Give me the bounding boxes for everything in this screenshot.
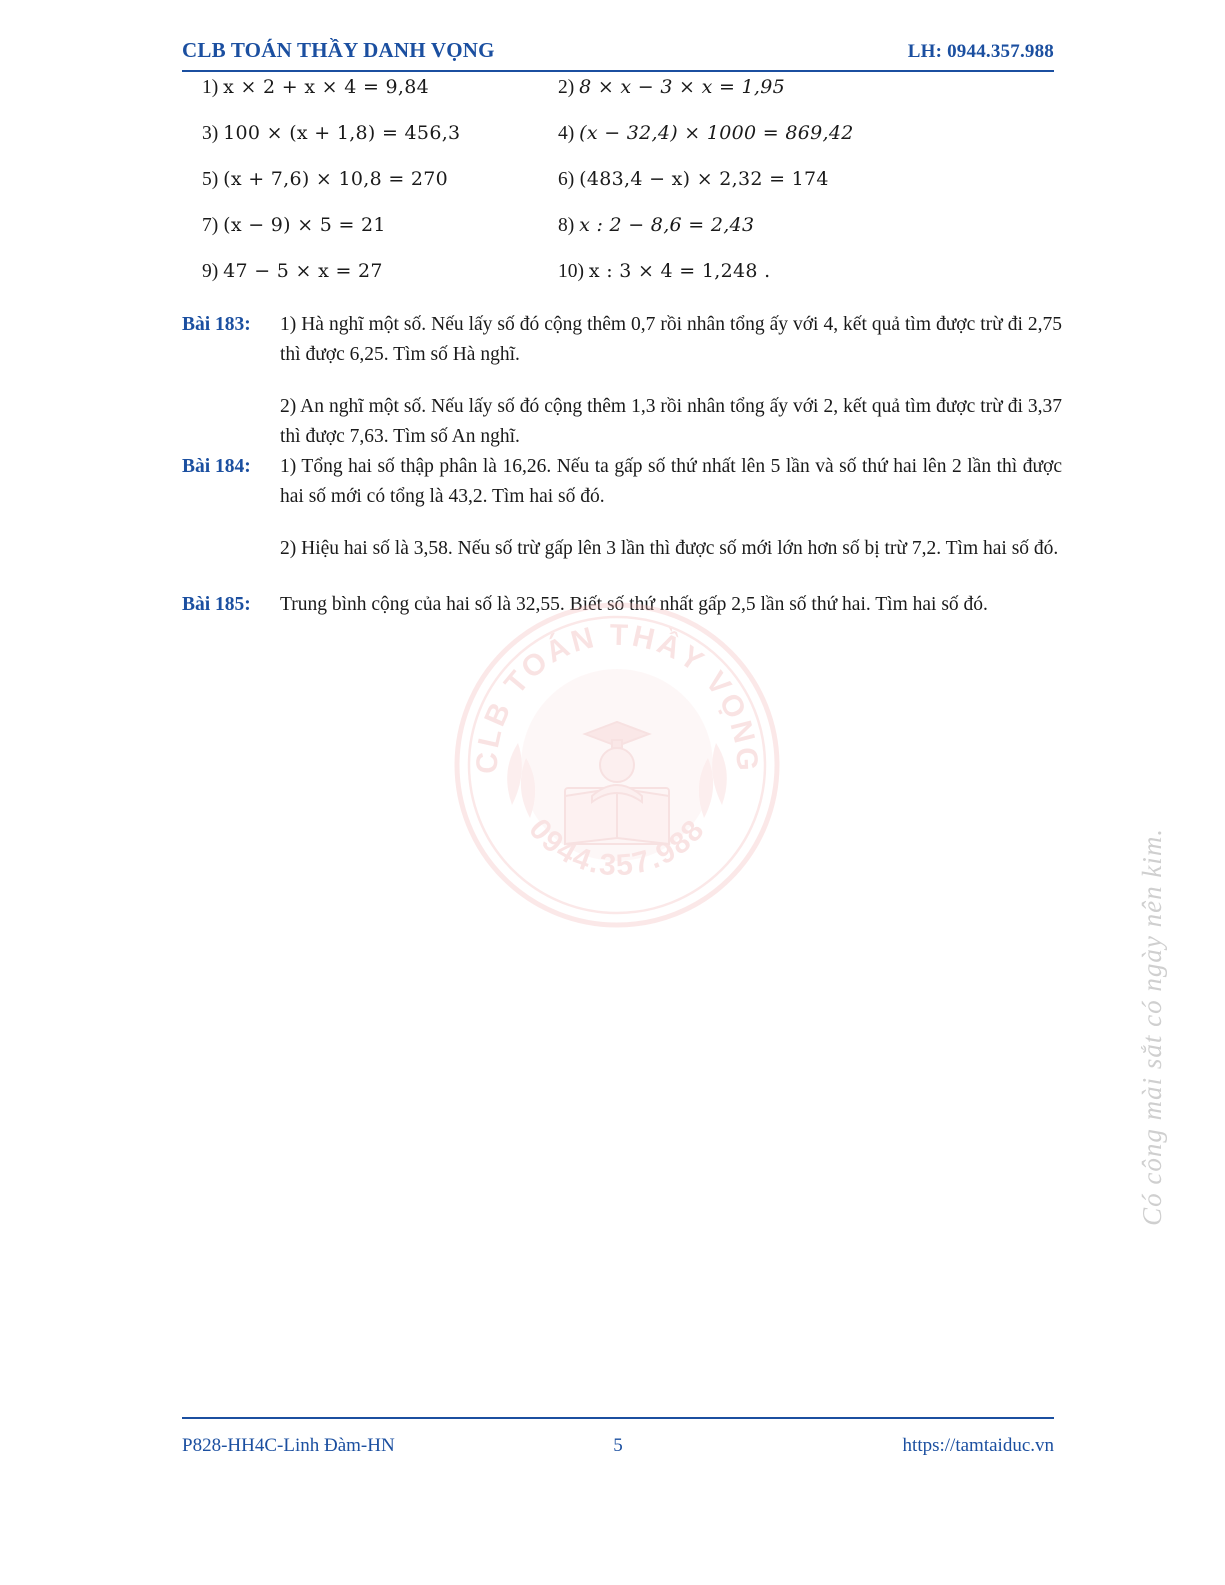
header-contact: LH: 0944.357.988 — [907, 41, 1054, 62]
problem-paragraph: 1) Hà nghĩ một số. Nếu lấy số đó cộng thêm 0,7 rồi nhân tổng ấy với 4, kết quả tìm được trừ đi 2,75 thì được 6,25. Tìm số Hà nghĩ. — [280, 314, 1062, 365]
footer-address: P828-HH4C-Linh Đàm-HN — [182, 1435, 395, 1456]
svg-text:CLB TOÁN THẦY VỌNG — [471, 619, 764, 774]
watermark-top-text: CLB TOÁN THẦY VỌNG — [470, 618, 764, 775]
watermark-bottom-text: 0944.357.988 — [522, 812, 712, 883]
problem-183 — [182, 310, 1062, 452]
equation-number: 6) — [558, 169, 575, 190]
equation-cell — [196, 214, 558, 237]
equation-cell — [558, 168, 1038, 191]
equation-text: 47 − 5 × x = 27 — [223, 260, 383, 282]
equation-number: 2) — [558, 77, 575, 98]
header-title: CLB TOÁN THẦY DANH VỌNG — [182, 38, 495, 62]
equation-text: (x + 7,6) × 10,8 = 270 — [223, 168, 449, 190]
equation-cell — [196, 76, 558, 99]
equation-cell — [558, 76, 1038, 99]
equation-cell — [196, 122, 558, 145]
svg-text:0944.357.988 — [522, 813, 711, 883]
header-divider — [182, 70, 1054, 72]
equation-number: 8) — [558, 215, 575, 236]
equation-number: 5) — [202, 169, 219, 190]
problem-paragraph: 1) Tổng hai số thập phân là 16,26. Nếu ta gấp số thứ nhất lên 5 lần và số thứ hai lên 2 lần thì được hai số mới có tổng là 43,2. Tìm hai số đó. — [280, 456, 1062, 507]
equation-text: (483,4 − x) × 2,32 = 174 — [579, 168, 829, 190]
problem-label: Bài 183: — [182, 314, 251, 335]
equation-row — [196, 76, 1056, 122]
problem-body — [280, 590, 1062, 620]
equation-text: 8 × x − 3 × x = 1,95 — [579, 76, 786, 98]
footer-divider — [182, 1417, 1054, 1419]
equation-cell — [558, 214, 1038, 237]
equation-text: x : 3 × 4 = 1,248 . — [588, 260, 771, 282]
equation-cell — [196, 260, 558, 283]
problem-label: Bài 185: — [182, 594, 251, 615]
problem-184 — [182, 452, 1062, 564]
equation-text: 100 × (x + 1,8) = 456,3 — [223, 122, 461, 144]
equation-number: 10) — [558, 261, 584, 282]
equation-text: x : 2 − 8,6 = 2,43 — [579, 214, 755, 236]
page-number: 5 — [613, 1435, 623, 1456]
watermark-stamp-icon — [452, 600, 782, 930]
equation-row — [196, 122, 1056, 168]
equation-text: (x − 9) × 5 = 21 — [223, 214, 386, 236]
problem-paragraph: 2) Hiệu hai số là 3,58. Nếu số trừ gấp lên 3 lần thì được số mới lớn hơn số bị trừ 7,2. Tìm hai số đó. — [280, 538, 1059, 559]
problem-185 — [182, 590, 1062, 620]
equation-number: 7) — [202, 215, 219, 236]
equation-text: x × 2 + x × 4 = 9,84 — [223, 76, 430, 98]
watermark-side-text: Có công mài sắt có ngày nên kim. — [1137, 827, 1167, 1226]
problem-body — [280, 452, 1062, 564]
equation-cell — [196, 168, 558, 191]
equation-row — [196, 168, 1056, 214]
page-footer — [182, 1435, 1054, 1457]
equation-text: (x − 32,4) × 1000 = 869,42 — [579, 122, 854, 144]
equation-cell — [558, 260, 1038, 283]
equation-number: 9) — [202, 261, 219, 282]
equation-number: 3) — [202, 123, 219, 144]
equation-number: 1) — [202, 77, 219, 98]
equation-row — [196, 260, 1056, 306]
equation-row — [196, 214, 1056, 260]
problem-paragraph: 2) An nghĩ một số. Nếu lấy số đó cộng thêm 1,3 rồi nhân tổng ấy với 2, kết quả tìm được trừ đi 3,37 thì được 7,63. Tìm số An nghĩ. — [280, 396, 1062, 447]
equation-number: 4) — [558, 123, 575, 144]
problem-body — [280, 310, 1062, 452]
footer-website[interactable]: https://tamtaiduc.vn — [902, 1435, 1054, 1456]
problem-paragraph: Trung bình cộng của hai số là 32,55. Biết số thứ nhất gấp 2,5 lần số thứ hai. Tìm hai số đó. — [280, 594, 988, 615]
equation-list — [196, 76, 1056, 306]
problem-label: Bài 184: — [182, 456, 251, 477]
page-header — [182, 38, 1054, 63]
equation-cell — [558, 122, 1038, 145]
